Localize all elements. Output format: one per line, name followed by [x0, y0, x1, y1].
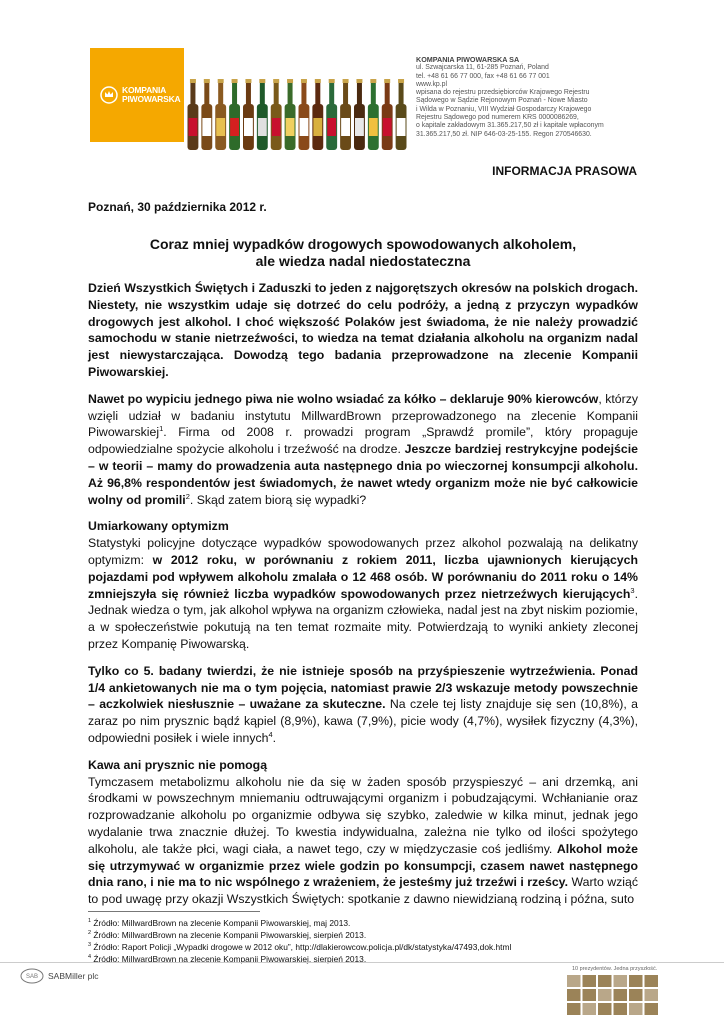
bottle-label: [202, 118, 211, 136]
bottle-label: [189, 118, 198, 136]
bottle-neck: [343, 82, 348, 106]
sabmiller-label: SABMiller plc: [48, 971, 99, 981]
bottle-label: [258, 118, 267, 136]
bottle-neck: [232, 82, 237, 106]
bottle-neck: [385, 82, 390, 106]
pattern-tile: [583, 975, 597, 987]
pattern-tile: [645, 975, 659, 987]
bottle-neck: [190, 82, 195, 106]
bottle-label: [216, 118, 225, 136]
page-title: Coraz mniej wypadków drogowych spowodowanych alkoholem, ale wiedza nadal niedostateczna: [149, 236, 577, 269]
bottle-neck: [274, 82, 279, 106]
footnote-ref[interactable]: 1: [159, 424, 164, 434]
paragraph: Statystyki policyjne dotyczące wypadków spowodowanych przez alkohol pozwalają na delikatny optymizm: w 2012 roku, w porównaniu z rokiem 2011, liczba ujawnionych kierujących pojazdami pod wpływem alkoholu zmalała o 12 468 osób. W porównaniu do 2011 roku o 14% zmniejszyła się również liczba wypadków spowodowanych przez nietrzeźwych kierujących$^3$. Jednak wiedza o tym, jak alkohol wpływa na organizm człowieka, nadal jest na zbyt niskim poziomie, a w społeczeństwie pokutują na ten temat rozmaite mity. Potwierdzają to wyniki ankiety zleconej przez Kompanię Piwowarską.: [88, 536, 638, 651]
brown-tile-pattern-icon: [566, 974, 660, 1016]
bottle-label: [355, 118, 364, 136]
footnote-ref[interactable]: 3: [630, 585, 635, 595]
pattern-tile: [614, 989, 628, 1001]
company-registry-line: Rejestru Sądowego pod numerem KRS 0000086269,: [416, 114, 579, 122]
company-website[interactable]: www.kp.pl: [416, 80, 448, 88]
footnote-ref[interactable]: 4: [268, 729, 273, 739]
bottle-label: [230, 118, 239, 136]
pattern-tile: [629, 1003, 643, 1015]
pattern-tile: [598, 1003, 612, 1015]
pattern-tile: [629, 975, 643, 987]
company-phone: tel. +48 61 66 77 000, fax +48 61 66 77 001: [416, 72, 550, 80]
dateline: Poznań, 30 października 2012 r.: [88, 200, 267, 214]
pattern-tile: [645, 989, 659, 1001]
paragraph: Nawet po wypiciu jednego piwa nie wolno wsiadać za kółko – deklaruje 90% kierowców, którzy wzięli udział w badaniu instytutu MillwardBrown przeprowadzonego na zlecenie Kompanii Piwowarskiej$^1$. Firma od 2008 r. prowadzi program „Sprawdź promile”, który propaguje odpowiedzialne spożycie alkoholu i trzeźwość na drodze. Jeszcze bardziej restrykcyjne podejście – w teorii – mamy do prowadzenia auta następnego dnia po wieczornej konsumpcji alkoholu. Aż 96,8% respondentów jest świadomych, że nawet wtedy organizm może nie być całkowicie wolny od promili$^2$. Skąd zatem biorą się wypadki?: [88, 391, 638, 507]
pattern-tile: [567, 989, 581, 1001]
bottle-neck: [301, 82, 306, 106]
bottle-label: [397, 118, 406, 136]
bottle-neck: [218, 82, 223, 106]
bottle-neck: [329, 82, 334, 106]
pattern-tile: [614, 1003, 628, 1015]
footer-divider: [0, 962, 724, 963]
footnote: $^3$ Źródło: Raport Policji „Wypadki drogowe w 2012 oku”, http://dlakierowcow.policja.pl/dk/statystyka/47493,dok.html: [88, 941, 512, 952]
paragraph: Tymczasem metabolizmu alkoholu nie da się w żaden sposób przyspieszyć – ani drzemką, ani środkami w powszechnym mniemaniu odtruwającymi organizm i pobudzającymi. Wchłanianie oraz rozprowadzanie alkoholu po organizmie odbywa się szybko, zaledwie w kilka minut, jednak jego wydalanie trwa znacznie dłużej. To kwestia indywidualna, zależna nie tylko od ilości spożytego alkoholu, ale także płci, wagi ciała, a nawet tego, czy w międzyczasie coś jedliśmy. Alkohol może się utrzymywać w organizmie przez wiele godzin po konsumpcji, czasem nawet następnego dnia rano, i nie ma to nic wspólnego z wrażeniem, że jesteśmy już trzeźwi i rześcy. Warto wziąć to pod uwagę przy okazji Wszystkich Świętych: spotkanie z dawno niewidzianą rodziną i późna, suto: [88, 774, 638, 907]
footnote-divider: [88, 911, 260, 912]
bottle-neck: [315, 82, 320, 106]
bottle-cap: [301, 79, 307, 83]
bottle-label: [341, 118, 350, 136]
bottle-cap: [384, 79, 390, 83]
footnote: $^1$ Źródło: MillwardBrown na zlecenie Kompanii Piwowarskiej, maj 2013.: [88, 917, 351, 928]
logo-wordmark: KOMPANIA PIWOWARSKA: [122, 85, 181, 104]
bottle-cap: [315, 79, 321, 83]
company-registry-line: wpisana do rejestru przedsiębiorców Krajowego Rejestru: [416, 89, 590, 97]
bottle-label: [369, 118, 378, 136]
footer-claim: 10 prezydentów. Jedna przyszłość.: [572, 966, 658, 972]
section-heading: Umiarkowany optymizm: [88, 519, 229, 534]
company-registry-line: Sądowego w Sądzie Rejonowym Poznań - Nowe Miasto: [416, 97, 588, 105]
bottle-neck: [399, 82, 404, 106]
pattern-tile: [567, 1003, 581, 1015]
bottle-cap: [190, 79, 196, 83]
bottle-cap: [287, 79, 293, 83]
bottle-cap: [370, 79, 376, 83]
footnote: $^4$ Źródło: MillwardBrown na zlecenie Kompanii Piwowarskiej, sierpień 2013.: [88, 954, 367, 965]
pattern-tile: [598, 975, 612, 987]
bottle-cap: [204, 79, 210, 83]
pattern-tile: [629, 989, 643, 1001]
bottle-cap: [329, 79, 335, 83]
footnotes: [88, 916, 511, 964]
bottle-neck: [204, 82, 209, 106]
pattern-tile: [645, 1003, 659, 1015]
bottle-neck: [371, 82, 376, 106]
pattern-tile: [583, 989, 597, 1001]
bottle-neck: [288, 82, 293, 106]
company-registry-line: o kapitale zakładowym 31.365.217,50 zł i kapitale wpłaconym: [416, 122, 604, 130]
bottle-cap: [259, 79, 265, 83]
company-name: KOMPANIA PIWOWARSKA SA: [416, 55, 520, 64]
press-release-label: INFORMACJA PRASOWA: [492, 164, 637, 178]
bottle-neck: [246, 82, 251, 106]
crown-emblem-icon: [100, 86, 118, 104]
bottle-label: [383, 118, 392, 136]
bottle-cap: [356, 79, 362, 83]
bottle-label: [300, 118, 309, 136]
footnote-ref[interactable]: 2: [185, 491, 190, 501]
footnote: $^2$ Źródło: MillwardBrown na zlecenie Kompanii Piwowarskiej, sierpień 2013.: [88, 929, 367, 940]
company-registry-line: 31.365.217,50 zł. NIP 646-03-25-155. Regon 270546630.: [416, 130, 592, 138]
company-street: ul. Szwajcarska 11, 61-285 Poznań, Poland: [416, 64, 549, 72]
sabmiller-logo-icon: [20, 968, 44, 984]
bottle-label: [313, 118, 322, 136]
company-logo: [90, 48, 184, 142]
article-body: [88, 280, 638, 918]
bottle-label: [272, 118, 281, 136]
bottle-cap: [245, 79, 251, 83]
svg-text:SAB: SAB: [25, 974, 39, 980]
bottle-neck: [357, 82, 362, 106]
pattern-tile: [567, 975, 581, 987]
beer-bottles-image: [186, 76, 408, 150]
bottle-cap: [232, 79, 238, 83]
lead-paragraph: Dzień Wszystkich Świętych i Zaduszki to jeden z najgorętszych okresów na polskich drogach. Niestety, nie wszystkim udaje się dotrzeć do celu podróży, a jedną z przyczyn wypadków drogowych jest alkohol. I choć większość Polaków jest świadoma, że nie należy prowadzić samochodu w stanie nietrzeźwości, to wiedza na temat działania alkoholu na organizm nadal jest niewystarczająca. Dowodzą tego badania przeprowadzone na zlecenie Kompanii Piwowarskiej.: [88, 281, 638, 379]
bottle-cap: [343, 79, 349, 83]
pattern-tile: [583, 1003, 597, 1015]
bottle-cap: [273, 79, 279, 83]
bottle-label: [327, 118, 336, 136]
pattern-tile: [614, 975, 628, 987]
company-registry-line: i Wilda w Poznaniu, VIII Wydział Gospodarczy Krajowego: [416, 105, 592, 113]
bottle-neck: [260, 82, 265, 106]
bottle-label: [244, 118, 253, 136]
bottle-label: [286, 118, 295, 136]
company-address-block: [416, 56, 656, 139]
section-heading: Kawa ani prysznic nie pomogą: [88, 757, 268, 772]
bottle-cap: [398, 79, 404, 83]
footer-parent-company: [20, 968, 99, 989]
paragraph: Tylko co 5. badany twierdzi, że nie istnieje sposób na przyśpieszenie wytrzeźwienia. Ponad 1/4 ankietowanych nie ma o tym pojęcia, natomiast prawie 2/3 wskazuje metody powszechnie – aczkolwiek niesłusznie – uważane za skuteczne. Na czele tej listy znajduje się sen (10,8%), a zaraz po nim prysznic bądź kąpiel (8,9%), kawa (7,9%), picie wody (4,7%), wysiłek fizyczny (4,3%), odpowiedni posiłek i wiele innych$^4$.: [88, 663, 638, 745]
pattern-tile: [598, 989, 612, 1001]
bottle-cap: [218, 79, 224, 83]
